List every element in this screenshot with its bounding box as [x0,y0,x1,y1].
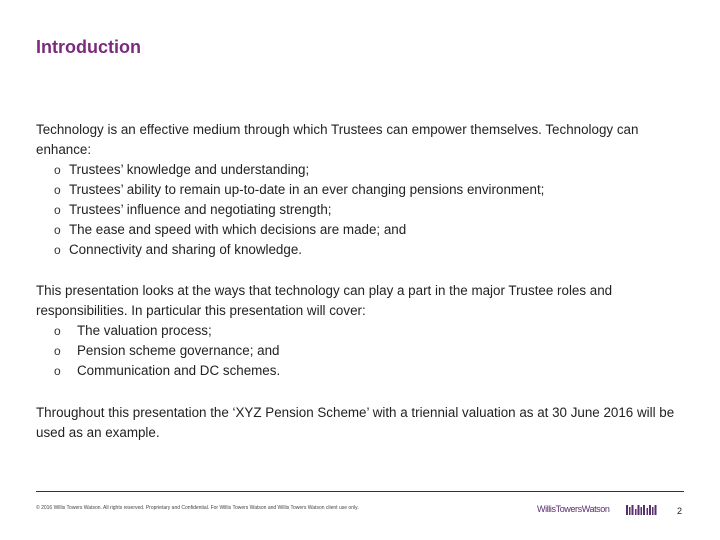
list-item [36,341,684,361]
list-item-text: Connectivity and sharing of knowledge. [69,242,302,257]
list-item [36,240,684,260]
list-item-text: Trustees’ knowledge and understanding; [69,162,310,177]
bullet-icon: o [54,324,61,338]
bullet-icon: o [54,183,61,197]
presentation-paragraph: This presentation looks at the ways that technology can play a part in the major Trustee roles and responsibilities. In particular this presentation will cover: [36,283,613,318]
spacer [36,381,684,403]
wtw-bar-mark-icon [626,505,658,515]
page-number: 2 [677,506,683,516]
footer-divider [36,491,684,492]
list-item-text: Trustees’ influence and negotiating strength; [69,202,332,217]
list-item-text: Communication and DC schemes. [77,363,281,378]
brand-logo-text: WillisTowersWatson [537,504,610,514]
list-item-text: The ease and speed with which decisions are made; and [69,222,407,237]
list-item-text: Pension scheme governance; and [77,343,280,358]
list-item [36,220,684,240]
spacer [36,260,684,281]
bullet-icon: o [54,364,61,378]
list-item [36,321,684,341]
list-item-text: The valuation process; [77,323,212,338]
slide-body [36,120,684,443]
bullet-icon: o [54,163,61,177]
copyright-notice: © 2016 Willis Towers Watson. All rights reserved. Proprietary and Confidential. For Willis Towers Watson and Willis Towers Watson client use only. [36,505,359,511]
list-item [36,361,684,381]
list-item [36,200,684,220]
bullet-icon: o [54,344,61,358]
intro-paragraph: Technology is an effective medium through which Trustees can empower themselves. Technology can enhance: [36,122,639,157]
cover-list [36,321,684,381]
slide-title: Introduction [36,37,141,57]
enhance-list [36,160,684,260]
example-paragraph: Throughout this presentation the ‘XYZ Pension Scheme’ with a triennial valuation as at 30 June 2016 will be used as an example. [36,405,675,440]
bullet-icon: o [54,243,61,257]
list-item-text: Trustees’ ability to remain up-to-date in an ever changing pensions environment; [69,182,545,197]
list-item [36,180,684,200]
bullet-icon: o [54,223,61,237]
bullet-icon: o [54,203,61,217]
list-item [36,160,684,180]
